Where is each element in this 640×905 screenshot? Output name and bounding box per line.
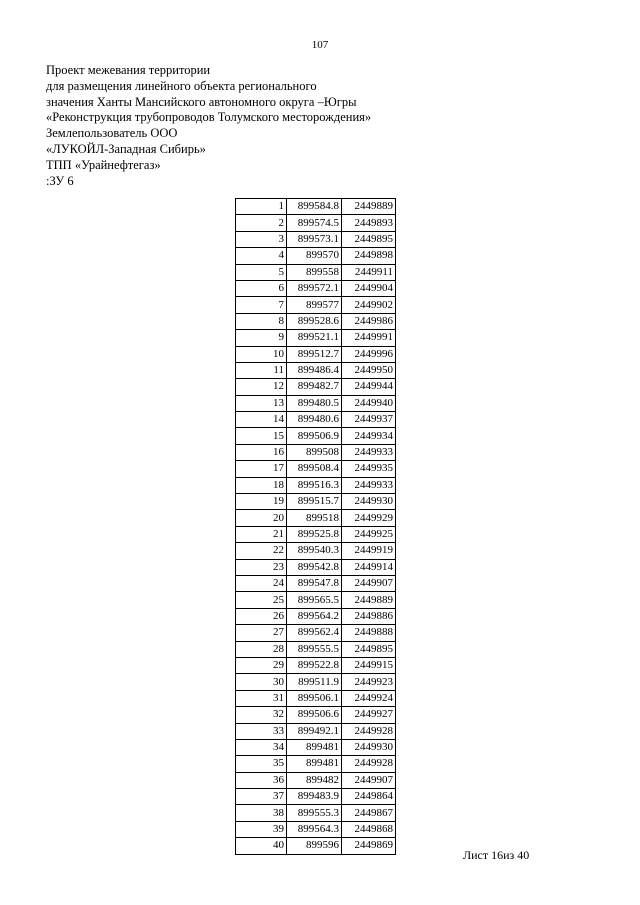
x-coordinate-cell: 899480.6 — [287, 412, 342, 428]
point-number-cell: 10 — [236, 346, 287, 362]
x-coordinate-cell: 899596 — [287, 838, 342, 854]
table-row — [236, 625, 396, 641]
point-number-cell: 39 — [236, 821, 287, 837]
y-coordinate-cell: 2449907 — [342, 772, 396, 788]
y-coordinate-cell: 2449895 — [342, 231, 396, 247]
point-number-cell: 37 — [236, 789, 287, 805]
point-number-cell: 31 — [236, 690, 287, 706]
x-coordinate-cell: 899486.4 — [287, 362, 342, 378]
point-number-cell: 34 — [236, 739, 287, 755]
table-row — [236, 248, 396, 264]
point-number-cell: 24 — [236, 575, 287, 591]
y-coordinate-cell: 2449940 — [342, 395, 396, 411]
y-coordinate-cell: 2449914 — [342, 559, 396, 575]
document-header — [46, 63, 371, 189]
y-coordinate-cell: 2449907 — [342, 575, 396, 591]
sheet-label: Лист 16из 40 — [463, 848, 530, 862]
point-number-cell: 17 — [236, 461, 287, 477]
x-coordinate-cell: 899480.5 — [287, 395, 342, 411]
y-coordinate-cell: 2449991 — [342, 330, 396, 346]
y-coordinate-cell: 2449950 — [342, 362, 396, 378]
y-coordinate-cell: 2449864 — [342, 789, 396, 805]
table-row — [236, 789, 396, 805]
table-row — [236, 641, 396, 657]
x-coordinate-cell: 899521.1 — [287, 330, 342, 346]
x-coordinate-cell: 899506.9 — [287, 428, 342, 444]
point-number-cell: 18 — [236, 477, 287, 493]
table-row — [236, 215, 396, 231]
x-coordinate-cell: 899573.1 — [287, 231, 342, 247]
point-number-cell: 15 — [236, 428, 287, 444]
point-number-cell: 26 — [236, 608, 287, 624]
header-line-company: «ЛУКОЙЛ-Западная Сибирь» — [46, 141, 206, 156]
point-number-cell: 9 — [236, 330, 287, 346]
y-coordinate-cell: 2449928 — [342, 723, 396, 739]
table-row — [236, 330, 396, 346]
table-row — [236, 510, 396, 526]
y-coordinate-cell: 2449902 — [342, 297, 396, 313]
x-coordinate-cell: 899564.3 — [287, 821, 342, 837]
y-coordinate-cell: 2449868 — [342, 821, 396, 837]
header-line-division: ТПП «Урайнефтегаз» — [46, 157, 161, 172]
header-line-object: «Реконструкция трубопроводов Толумского месторождения» — [46, 110, 372, 125]
table-row — [236, 723, 396, 739]
table-row — [236, 821, 396, 837]
header-line-plot-id: :ЗУ 6 — [46, 173, 74, 188]
point-number-cell: 16 — [236, 444, 287, 460]
x-coordinate-cell: 899481 — [287, 756, 342, 772]
y-coordinate-cell: 2449915 — [342, 657, 396, 673]
table-row — [236, 379, 396, 395]
table-row — [236, 592, 396, 608]
table-row — [236, 428, 396, 444]
table-row — [236, 608, 396, 624]
y-coordinate-cell: 2449924 — [342, 690, 396, 706]
table-row — [236, 362, 396, 378]
point-number-cell: 8 — [236, 313, 287, 329]
page-number: 107 — [311, 39, 329, 51]
point-number-cell: 25 — [236, 592, 287, 608]
y-coordinate-cell: 2449930 — [342, 739, 396, 755]
x-coordinate-cell: 899506.6 — [287, 707, 342, 723]
point-number-cell: 23 — [236, 559, 287, 575]
x-coordinate-cell: 899540.3 — [287, 543, 342, 559]
table-row — [236, 526, 396, 542]
point-number-cell: 5 — [236, 264, 287, 280]
table-row — [236, 739, 396, 755]
x-coordinate-cell: 899525.8 — [287, 526, 342, 542]
point-number-cell: 12 — [236, 379, 287, 395]
table-row — [236, 707, 396, 723]
x-coordinate-cell: 899528.6 — [287, 313, 342, 329]
point-number-cell: 22 — [236, 543, 287, 559]
y-coordinate-cell: 2449919 — [342, 543, 396, 559]
table-row — [236, 346, 396, 362]
coordinates-table-body — [236, 199, 396, 855]
y-coordinate-cell: 2449996 — [342, 346, 396, 362]
table-row — [236, 231, 396, 247]
y-coordinate-cell: 2449927 — [342, 707, 396, 723]
y-coordinate-cell: 2449935 — [342, 461, 396, 477]
y-coordinate-cell: 2449986 — [342, 313, 396, 329]
x-coordinate-cell: 899515.7 — [287, 494, 342, 510]
table-row — [236, 674, 396, 690]
table-row — [236, 199, 396, 215]
x-coordinate-cell: 899482 — [287, 772, 342, 788]
point-number-cell: 4 — [236, 248, 287, 264]
y-coordinate-cell: 2449898 — [342, 248, 396, 264]
point-number-cell: 3 — [236, 231, 287, 247]
y-coordinate-cell: 2449889 — [342, 199, 396, 215]
x-coordinate-cell: 899574.5 — [287, 215, 342, 231]
header-line-project: Проект межевания территории — [46, 63, 211, 77]
x-coordinate-cell: 899558 — [287, 264, 342, 280]
y-coordinate-cell: 2449933 — [342, 477, 396, 493]
point-number-cell: 19 — [236, 494, 287, 510]
y-coordinate-cell: 2449937 — [342, 412, 396, 428]
header-line-purpose: для размещения линейного объекта регионального — [46, 78, 317, 93]
y-coordinate-cell: 2449911 — [342, 264, 396, 280]
y-coordinate-cell: 2449934 — [342, 428, 396, 444]
x-coordinate-cell: 899482.7 — [287, 379, 342, 395]
y-coordinate-cell: 2449888 — [342, 625, 396, 641]
y-coordinate-cell: 2449893 — [342, 215, 396, 231]
header-line-land-user: Землепользователь ООО — [46, 126, 178, 141]
point-number-cell: 29 — [236, 657, 287, 673]
y-coordinate-cell: 2449923 — [342, 674, 396, 690]
table-row — [236, 543, 396, 559]
x-coordinate-cell: 899512.7 — [287, 346, 342, 362]
table-row — [236, 444, 396, 460]
x-coordinate-cell: 899565.5 — [287, 592, 342, 608]
x-coordinate-cell: 899572.1 — [287, 280, 342, 296]
point-number-cell: 11 — [236, 362, 287, 378]
y-coordinate-cell: 2449933 — [342, 444, 396, 460]
point-number-cell: 36 — [236, 772, 287, 788]
x-coordinate-cell: 899508 — [287, 444, 342, 460]
table-row — [236, 690, 396, 706]
y-coordinate-cell: 2449925 — [342, 526, 396, 542]
x-coordinate-cell: 899481 — [287, 739, 342, 755]
point-number-cell: 32 — [236, 707, 287, 723]
table-row — [236, 494, 396, 510]
y-coordinate-cell: 2449930 — [342, 494, 396, 510]
x-coordinate-cell: 899547.8 — [287, 575, 342, 591]
y-coordinate-cell: 2449944 — [342, 379, 396, 395]
point-number-cell: 28 — [236, 641, 287, 657]
table-row — [236, 756, 396, 772]
point-number-cell: 40 — [236, 838, 287, 854]
table-row — [236, 412, 396, 428]
table-row — [236, 657, 396, 673]
table-row — [236, 395, 396, 411]
point-number-cell: 33 — [236, 723, 287, 739]
x-coordinate-cell: 899483.9 — [287, 789, 342, 805]
x-coordinate-cell: 899577 — [287, 297, 342, 313]
table-row — [236, 772, 396, 788]
x-coordinate-cell: 899516.3 — [287, 477, 342, 493]
point-number-cell: 20 — [236, 510, 287, 526]
point-number-cell: 38 — [236, 805, 287, 821]
y-coordinate-cell: 2449886 — [342, 608, 396, 624]
point-number-cell: 35 — [236, 756, 287, 772]
x-coordinate-cell: 899555.3 — [287, 805, 342, 821]
x-coordinate-cell: 899518 — [287, 510, 342, 526]
y-coordinate-cell: 2449889 — [342, 592, 396, 608]
table-row — [236, 280, 396, 296]
x-coordinate-cell: 899492.1 — [287, 723, 342, 739]
point-number-cell: 7 — [236, 297, 287, 313]
point-number-cell: 27 — [236, 625, 287, 641]
point-number-cell: 14 — [236, 412, 287, 428]
y-coordinate-cell: 2449867 — [342, 805, 396, 821]
point-number-cell: 13 — [236, 395, 287, 411]
table-row — [236, 461, 396, 477]
table-row — [236, 477, 396, 493]
point-number-cell: 2 — [236, 215, 287, 231]
x-coordinate-cell: 899562.4 — [287, 625, 342, 641]
coordinates-table — [235, 198, 396, 855]
x-coordinate-cell: 899506.1 — [287, 690, 342, 706]
x-coordinate-cell: 899564.2 — [287, 608, 342, 624]
table-row — [236, 264, 396, 280]
x-coordinate-cell: 899511.9 — [287, 674, 342, 690]
table-row — [236, 559, 396, 575]
table-row — [236, 313, 396, 329]
x-coordinate-cell: 899570 — [287, 248, 342, 264]
y-coordinate-cell: 2449904 — [342, 280, 396, 296]
y-coordinate-cell: 2449869 — [342, 838, 396, 854]
header-line-region: значения Ханты Мансийского автономного округа –Югры — [46, 94, 357, 109]
x-coordinate-cell: 899522.8 — [287, 657, 342, 673]
point-number-cell: 1 — [236, 199, 287, 215]
y-coordinate-cell: 2449928 — [342, 756, 396, 772]
x-coordinate-cell: 899584.8 — [287, 199, 342, 215]
table-row — [236, 575, 396, 591]
table-row — [236, 805, 396, 821]
x-coordinate-cell: 899542.8 — [287, 559, 342, 575]
y-coordinate-cell: 2449929 — [342, 510, 396, 526]
point-number-cell: 6 — [236, 280, 287, 296]
point-number-cell: 21 — [236, 526, 287, 542]
y-coordinate-cell: 2449895 — [342, 641, 396, 657]
x-coordinate-cell: 899508.4 — [287, 461, 342, 477]
point-number-cell: 30 — [236, 674, 287, 690]
table-row — [236, 838, 396, 854]
table-row — [236, 297, 396, 313]
x-coordinate-cell: 899555.5 — [287, 641, 342, 657]
